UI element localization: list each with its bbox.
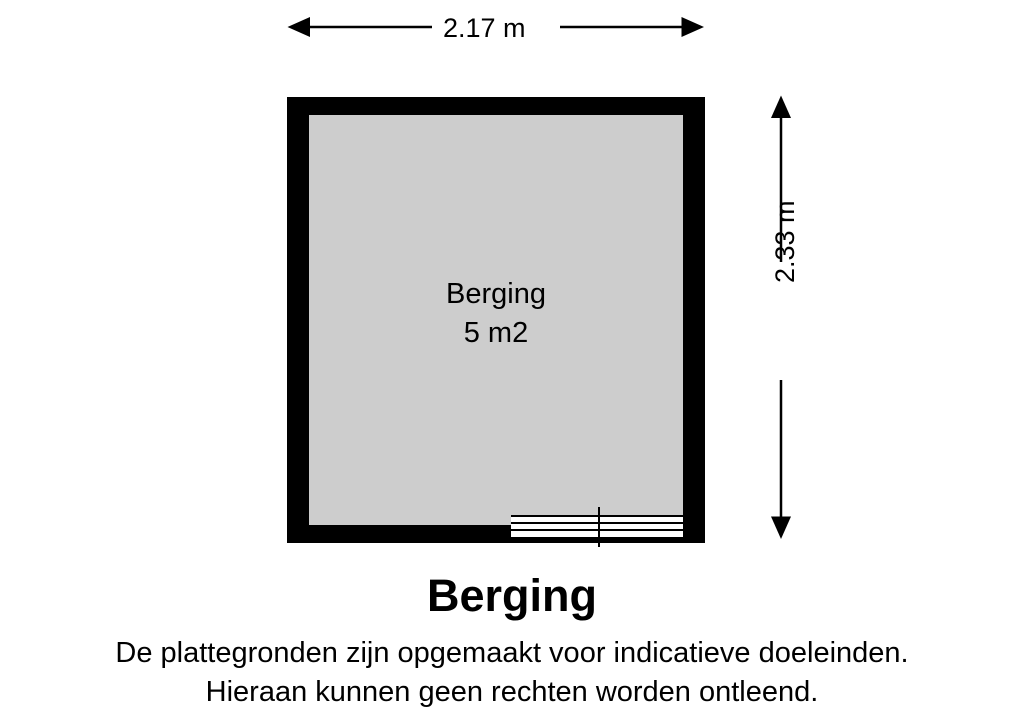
door-line	[511, 537, 683, 539]
room-area: 5 m2	[463, 316, 529, 349]
room-label	[287, 275, 705, 352]
page-title: Berging	[426, 570, 597, 621]
door-line	[511, 522, 683, 524]
width-dimension-label: 2.17 m	[443, 13, 526, 43]
room-name: Berging	[446, 278, 546, 310]
height-dimension-label: 2.33 m	[770, 200, 800, 283]
disclaimer-line-1: De plattegronden zijn opgemaakt voor indicatieve doeleinden.	[115, 637, 909, 669]
door-line	[511, 529, 683, 531]
door-jamb	[598, 507, 600, 547]
door-line	[511, 515, 683, 517]
disclaimer	[0, 634, 1024, 712]
disclaimer-line-2: Hieraan kunnen geen rechten worden ontleend.	[205, 676, 819, 709]
door-opening	[511, 515, 683, 539]
